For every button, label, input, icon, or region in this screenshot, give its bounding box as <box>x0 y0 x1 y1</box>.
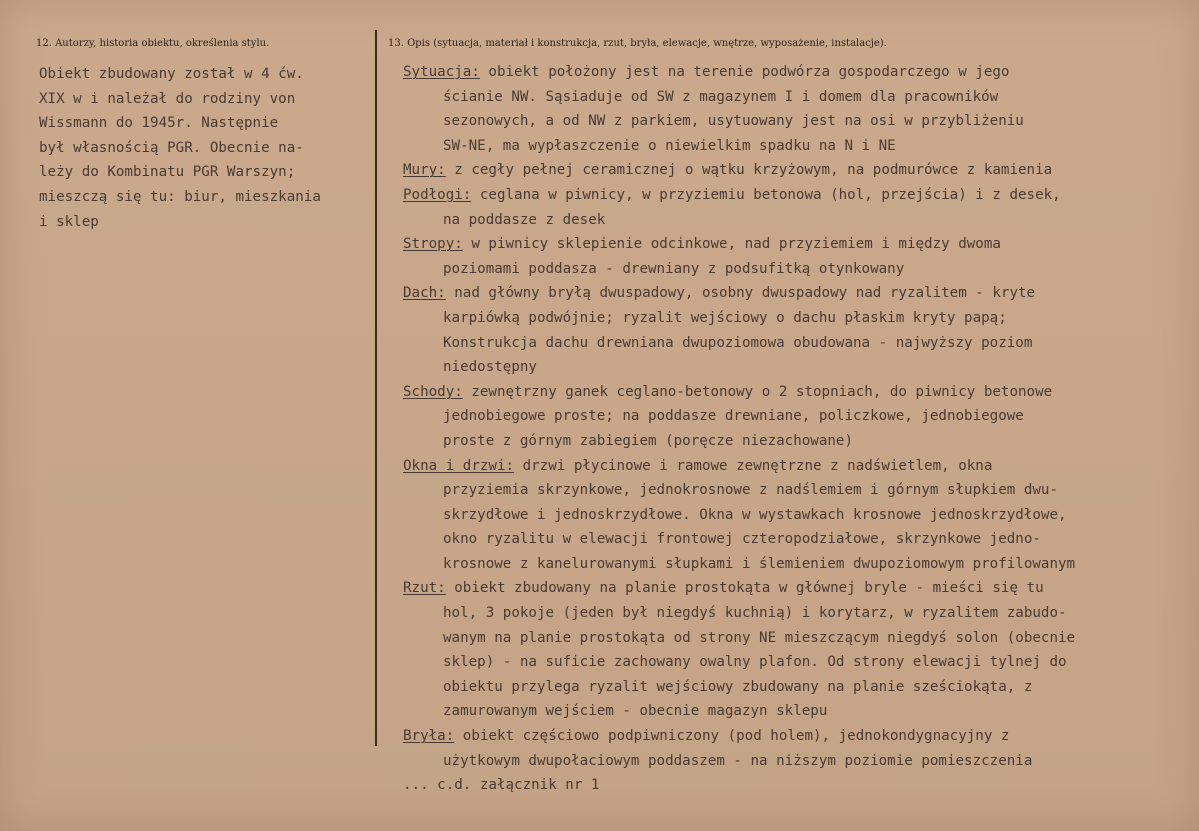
description-text <box>403 60 1075 798</box>
line-text: poziomami poddasza - drewniany z podsufitką otynkowany <box>443 260 905 277</box>
line-text: ... c.d. załącznik nr 1 <box>403 777 600 794</box>
line-text: proste z górnym zabiegiem (poręcze niezachowane) <box>443 432 853 449</box>
description-line <box>403 331 1075 356</box>
description-line <box>403 454 1075 479</box>
section-label: Stropy: <box>403 236 463 253</box>
line-text: obiektu przylega ryzalit wejściowy zbudowany na planie sześciokąta, z <box>443 678 1033 695</box>
description-line <box>403 626 1075 651</box>
description-line <box>403 257 1075 282</box>
description-line <box>403 699 1075 724</box>
left-column-header: 12. Autorzy, historia obiektu, określenia stylu. <box>36 38 270 49</box>
history-line: był własnością PGR. Obecnie na- <box>39 139 304 156</box>
description-line <box>403 380 1075 405</box>
description-line <box>403 429 1075 454</box>
line-text: Konstrukcja dachu drewniana dwupoziomowa obudowana - najwyższy poziom <box>443 334 1033 351</box>
line-text: okno ryzalitu w elewacji frontowej czteropodziałowe, skrzynkowe jedno- <box>443 531 1041 548</box>
line-text: ceglana w piwnicy, w przyziemiu betonowa (hol, przejścia) i z desek, <box>471 186 1061 203</box>
description-line <box>403 60 1075 85</box>
history-line: leży do Kombinatu PGR Warszyn; <box>39 164 296 181</box>
section-label: Bryła: <box>403 728 455 745</box>
description-line <box>403 503 1075 528</box>
line-text: hol, 3 pokoje (jeden był niegdyś kuchnią) i korytarz, w ryzalitem zabudo- <box>443 605 1067 622</box>
section-label: Schody: <box>403 383 463 400</box>
line-text: obiekt zbudowany na planie prostokąta w głównej bryle - mieści się tu <box>445 580 1044 597</box>
line-text: sklep) - na suficie zachowany owalny plafon. Od strony elewacji tylnej do <box>443 654 1067 671</box>
description-line <box>403 158 1075 183</box>
line-text: karpiówką podwójnie; ryzalit wejściowy o dachu płaskim kryty papą; <box>443 309 1007 326</box>
description-line <box>403 552 1075 577</box>
history-line: i sklep <box>39 213 99 230</box>
description-line <box>403 183 1075 208</box>
line-text: krosnowe z kanelurowanymi słupkami i ślemieniem dwupoziomowym profilowanym <box>443 555 1076 572</box>
section-label: Dach: <box>403 285 446 302</box>
description-line <box>403 85 1075 110</box>
line-text: z cegły pełnej ceramicznej o wątku krzyżowym, na podmurówce z kamienia <box>445 162 1053 179</box>
history-line: mieszczą się tu: biur, mieszkania <box>39 188 321 205</box>
description-line <box>403 749 1075 774</box>
history-line: Obiekt zbudowany został w 4 ćw. <box>39 66 304 82</box>
line-text: zamurowanym wejściem - obecnie magazyn sklepu <box>443 703 828 720</box>
line-text: przyziemia skrzynkowe, jednokrosnowe z nadślemiem i górnym słupkiem dwu- <box>443 482 1058 499</box>
description-line <box>403 134 1075 159</box>
description-line <box>403 404 1075 429</box>
description-line <box>403 306 1075 331</box>
description-line <box>403 478 1075 503</box>
line-text: ścianie NW. Sąsiaduje od SW z magazynem I i domem dla pracowników <box>443 88 999 105</box>
line-text: niedostępny <box>443 359 537 376</box>
history-line: XIX w i należał do rodziny von <box>39 90 296 107</box>
description-line <box>403 281 1075 306</box>
line-text: SW-NE, ma wypłaszczenie o niewielkim spadku na N i NE <box>443 137 896 154</box>
line-text: drzwi płycinowe i ramowe zewnętrzne z nadświetlem, okna <box>514 457 993 474</box>
description-line <box>403 208 1075 233</box>
line-text: obiekt położony jest na terenie podwórza gospodarczego w jego <box>479 64 1010 80</box>
line-text: skrzydłowe i jednoskrzydłowe. Okna w wystawkach krosnowe jednoskrzydłowe, <box>443 506 1067 523</box>
line-text: użytkowym dwupołaciowym poddaszem - na niższym poziomie pomieszczenia <box>443 752 1033 769</box>
description-line <box>403 355 1075 380</box>
section-label: Rzut: <box>403 580 446 597</box>
description-line <box>403 576 1075 601</box>
line-text: w piwnicy sklepienie odcinkowe, nad przyziemiem i między dwoma <box>462 236 1001 253</box>
description-line <box>403 773 1075 798</box>
line-text: jednobiegowe proste; na poddasze drewniane, policzkowe, jednobiegowe <box>443 408 1024 425</box>
section-label: Podłogi: <box>403 186 472 203</box>
history-line: Wissmann do 1945r. Następnie <box>39 115 279 132</box>
description-line <box>403 601 1075 626</box>
description-line <box>403 527 1075 552</box>
section-label: Sytuacja: <box>403 64 480 80</box>
description-line <box>403 232 1075 257</box>
description-line <box>403 724 1075 749</box>
line-text: zewnętrzny ganek ceglano-betonowy o 2 stopniach, do piwnicy betonowe <box>462 383 1053 400</box>
description-line <box>403 650 1075 675</box>
history-text <box>39 62 321 234</box>
description-line <box>403 675 1075 700</box>
right-column-header: 13. Opis (sytuacja, materiał i konstrukcja, rzut, bryła, elewacje, wnętrze, wyposażenie, instalacje). <box>388 38 887 49</box>
section-label: Okna i drzwi: <box>403 457 515 474</box>
line-text: sezonowych, a od NW z parkiem, usytuowany jest na osi w przybliżeniu <box>443 113 1024 130</box>
line-text: wanym na planie prostokąta od strony NE mieszczącym niegdyś solon (obecnie <box>443 629 1076 646</box>
description-line <box>403 109 1075 134</box>
line-text: obiekt częściowo podpiwniczony (pod holem), jednokondygnacyjny z <box>454 728 1010 745</box>
column-divider <box>375 30 377 746</box>
line-text: na poddasze z desek <box>443 211 606 228</box>
section-label: Mury: <box>403 162 446 179</box>
line-text: nad główny bryłą dwuspadowy, osobny dwuspadowy nad ryzalitem - kryte <box>445 285 1036 302</box>
